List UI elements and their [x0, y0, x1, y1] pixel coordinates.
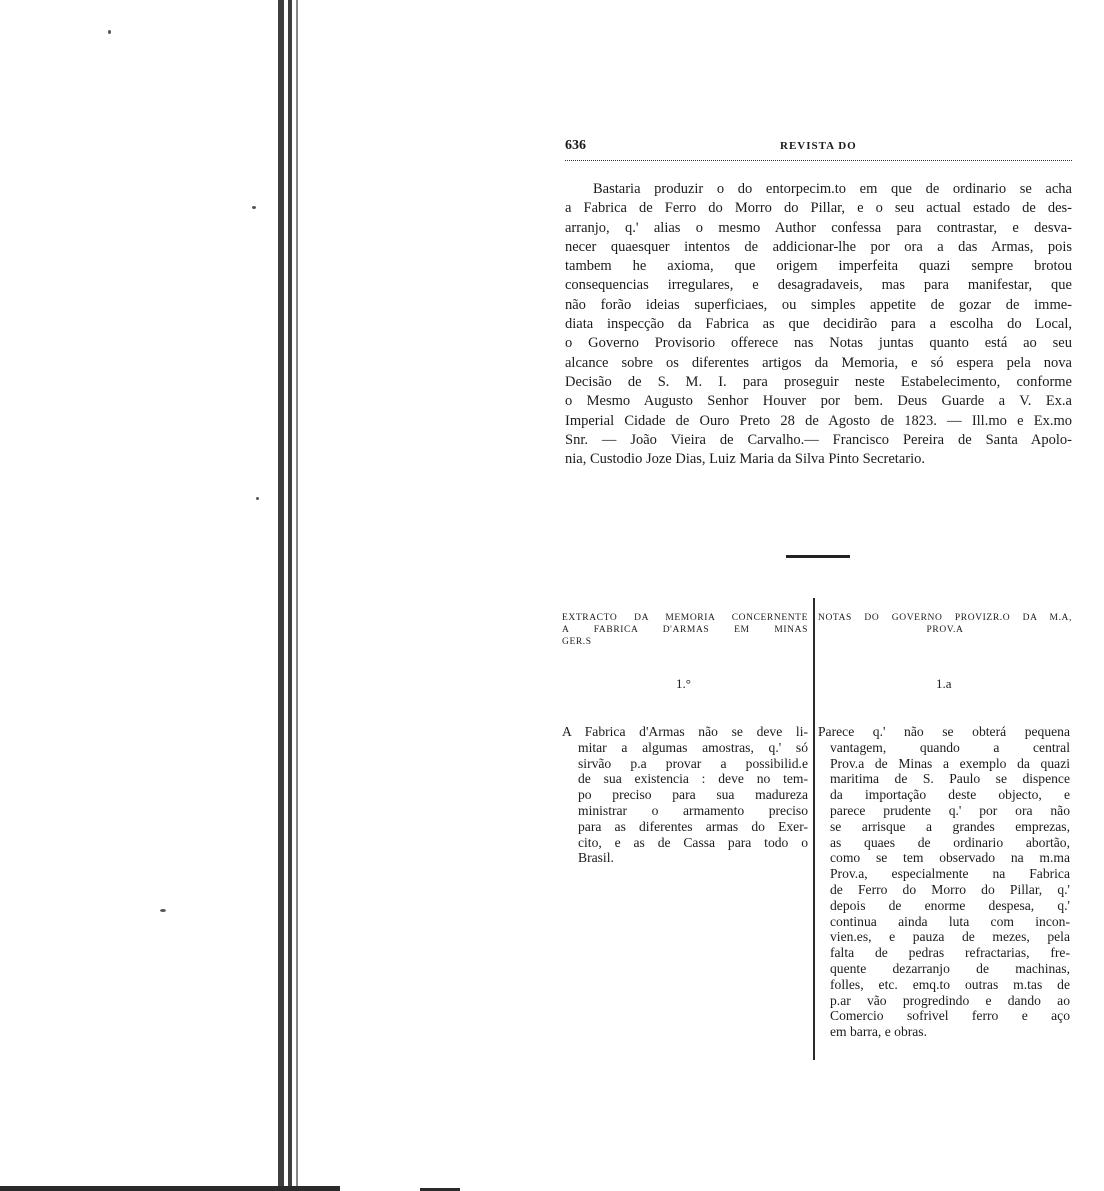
column-line: quente dezarranjo de machinas, [830, 960, 1070, 976]
heading-line: A FABRICA D'ARMAS EM MINAS [562, 625, 808, 635]
right-column-text [818, 724, 1070, 1040]
binding-gutter-line-3 [296, 0, 298, 1191]
column-line: em barra, e obras. [830, 1024, 927, 1040]
column-line: parece prudente q.' por ora não [830, 802, 1070, 818]
left-column-text [562, 724, 808, 866]
body-line: Bastaria produzir o do entorpecim.to em que de ordinario se acha [593, 181, 1072, 197]
right-column-number: 1.a [936, 676, 952, 691]
column-line: cito, e as de Cassa para todo o [578, 834, 808, 850]
column-line: como se tem observado na m.ma [830, 850, 1070, 866]
body-line: Imperial Cidade de Ouro Preto 28 de Agosto de 1823. — Ill.mo e Ex.mo [565, 412, 1072, 429]
column-line: vien.es, e pauza de mezes, pela [830, 929, 1070, 945]
body-line: necer quaesquer intentos de addicionar-lhe por ora a das Armas, pois [565, 238, 1072, 255]
left-column-heading [562, 612, 808, 648]
left-column-number: 1.° [676, 676, 691, 691]
column-line: depois de enorme despesa, q.' [830, 897, 1070, 913]
column-line: as quaes de ordinario abortão, [830, 834, 1070, 850]
column-line: falta de pedras refractarias, fre- [830, 945, 1070, 961]
scan-speck [160, 909, 166, 912]
column-line: Parece q.' não se obterá pequena [818, 724, 1070, 739]
scan-bottom-edge [0, 1186, 340, 1191]
body-line: o Mesmo Augusto Senhor Houver por bem. Deus Guarde a V. Ex.a [565, 393, 1072, 410]
scan-speck [108, 30, 111, 34]
column-line: ministrar o armamento preciso [578, 802, 808, 818]
scan-speck [256, 497, 259, 500]
binding-gutter-line-2 [288, 0, 292, 1191]
scan-speck [252, 206, 256, 209]
column-line: sirvão p.a provar a possibilid.e [578, 755, 808, 771]
binding-gutter-line-1 [278, 0, 284, 1191]
column-line: Prov.a de Minas a exemplo da quazi [830, 755, 1070, 771]
body-line: nia, Custodio Joze Dias, Luiz Maria da Silva Pinto Secretario. [565, 451, 926, 468]
heading-line: GER.S [562, 637, 592, 647]
heading-line: NOTAS DO GOVERNO PROVIZR.O DA M.A, [818, 613, 1072, 623]
column-line: de sua existencia : deve no tem- [578, 771, 808, 787]
running-head: REVISTA DO [780, 140, 857, 152]
body-line: arranjo, q.' alias o mesmo Author confessa para contrastar, e desva- [565, 219, 1072, 236]
body-line: alcance sobre os diferentes artigos da Memoria, e só espera pela nova [565, 354, 1072, 371]
column-line: continua ainda luta com incon- [830, 913, 1070, 929]
column-line: po preciso para sua madureza [578, 787, 808, 803]
body-line: diata inspecção da Fabrica as que decidirão para a escolha do Local, [565, 316, 1072, 333]
body-line: a Fabrica de Ferro do Morro do Pillar, e o seu actual estado de des- [565, 200, 1072, 217]
section-separator-rule [786, 555, 850, 558]
column-divider [813, 598, 815, 1060]
body-line: não forão ideias superficiaes, ou simples appetite de gozar de imme- [565, 296, 1072, 313]
body-line: Decisão de S. M. I. para proseguir neste Estabelecimento, conforme [565, 373, 1072, 390]
column-line: Comercio sofrivel ferro e aço [830, 1008, 1070, 1024]
heading-line: EXTRACTO DA MEMORIA CONCERNENTE [562, 613, 808, 623]
header-rule [565, 160, 1072, 161]
body-paragraph [565, 180, 1072, 469]
column-line: para as diferentes armas do Exer- [578, 818, 808, 834]
right-column-heading [818, 612, 1072, 636]
column-line: p.ar vão progredindo e dando ao [830, 992, 1070, 1008]
column-line: da importação deste objecto, e [830, 787, 1070, 803]
page-header [565, 136, 1072, 158]
column-line: de Ferro do Morro do Pillar, q.' [830, 881, 1070, 897]
body-line: consequencias irregulares, e desagradaveis, mas para manifestar, que [565, 277, 1072, 294]
column-line: se arrisque a grandes emprezas, [830, 818, 1070, 834]
body-line: Snr. — João Vieira de Carvalho.— Francisco Pereira de Santa Apolo- [565, 431, 1072, 448]
column-line: mitar a algumas amostras, q.' só [578, 739, 808, 755]
body-line: o Governo Provisorio offerece nas Notas juntas quanto está ao seu [565, 335, 1072, 352]
column-line: A Fabrica d'Armas não se deve li- [562, 724, 808, 739]
column-line: folles, etc. emq.to outras m.tas de [830, 976, 1070, 992]
column-line: vantagem, quando a central [830, 739, 1070, 755]
body-line: tambem he axioma, que origem imperfeita quazi sempre brotou [565, 258, 1072, 275]
column-line: Brasil. [578, 850, 614, 866]
page-number: 636 [565, 138, 586, 153]
column-line: maritima de S. Paulo se dispence [830, 771, 1070, 787]
column-line: Prov.a, especialmente na Fabrica [830, 866, 1070, 882]
heading-line: PROV.A [926, 625, 964, 635]
